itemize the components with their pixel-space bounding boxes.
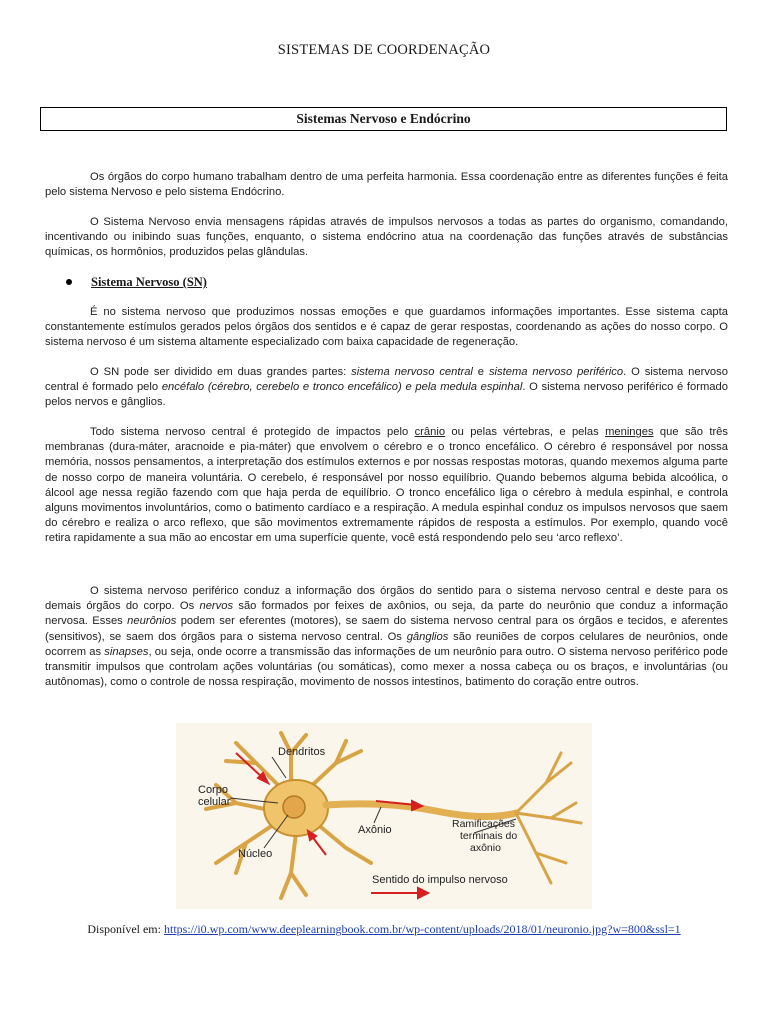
paragraph-intro <box>45 170 728 200</box>
label-celular: celular <box>198 796 231 808</box>
section-heading: Sistemas Nervoso e Endócrino <box>40 107 727 131</box>
neuron-figure <box>176 723 592 909</box>
neuron-illustration <box>176 723 592 909</box>
paragraph-6: O sistema nervoso periférico conduz a informação dos órgãos do sentido para o sistema nervoso central e deste para os demais órgãos do corpo. Os nervos são formados por feixes de axônios, ou seja, da parte do neurônio que conduz a informação nervosa. Esses neurônios podem ser eferentes (motores), se saem do sistema nervoso central para os órgãos e tecidos, e aferentes (sensitivos), se saem dos órgãos para o sistema nervoso central. Os gânglios são reuniões de corpos celulares de neurônios, onde ocorrem as sinapses, ou seja, onde ocorre a transmissão das informações de um neurônio para outro. O sistema nervoso periférico pode transmitir impulsos que controlam ações voluntárias (ou somáticas), como mexer a nossa cabeça ou os braços, e involuntárias (ou autônomas), como o controle de nossa respiração, movimento de nossos intestinos, batimento do coração entre outros. <box>45 585 729 689</box>
label-sentido: Sentido do impulso nervoso <box>372 874 508 886</box>
figure-caption <box>0 922 768 937</box>
source-link[interactable]: https://i0.wp.com/www.deeplearningbook.com.br/wp-content/uploads/2018/01/neuronio.jpg?w=800&ssl=1 <box>163 922 681 936</box>
paragraph-2: O Sistema Nervoso envia mensagens rápidas através de impulsos nervosos a todas as partes do organismo, comandando, incentivando ou inibindo suas funções, enquanto, o sistema endócrino atua na coordenação das funções através de substâncias químicas, os hormônios, produzidos pelas glândulas. <box>45 216 728 259</box>
bullet-label: Sistema Nervoso (SN) <box>91 275 207 289</box>
paragraph-snp <box>45 584 728 690</box>
paragraph-1: Os órgãos do corpo humano trabalham dentro de uma perfeita harmonia. Essa coordenação entre as diferentes funções é feita pelo sistema Nervoso e pelo sistema Endócrino. <box>45 171 728 199</box>
paragraph-4: O SN pode ser dividido em duas grandes partes: sistema nervoso central e sistema nervoso periférico. O sistema nervoso central é formado pelo encéfalo (cérebro, cerebelo e tronco encefálico) e pela medula espinhal. O sistema nervoso periférico é formado pelos nervos e gânglios. <box>45 366 728 409</box>
nucleus-shape <box>283 796 305 818</box>
bullet-dot-icon <box>66 279 72 285</box>
label-axonio-terminal: axônio <box>470 842 501 854</box>
paragraph-3: É no sistema nervoso que produzimos nossas emoções e que guardamos informações importantes. Esse sistema capta constantemente estímulos gerados pelos órgãos dos sentidos e é capaz de gerar respostas, coordenando as ações do nosso corpo. O sistema nervoso é um sistema altamente especializado com baixa capacidade de regeneração. <box>45 306 728 349</box>
label-ramificacoes: Ramificações <box>452 818 516 830</box>
paragraph-sn-division <box>45 365 728 411</box>
paragraph-sn-detail <box>45 305 728 351</box>
label-axonio: Axônio <box>358 824 392 836</box>
document-title: SISTEMAS DE COORDENAÇÃO <box>277 42 491 58</box>
label-terminais: terminais do <box>460 830 518 842</box>
label-dendritos: Dendritos <box>278 746 326 758</box>
label-nucleo: Núcleo <box>238 848 273 860</box>
bullet-sistema-nervoso <box>66 275 207 290</box>
paragraph-sn-overview <box>45 215 728 261</box>
caption-prefix: Disponível em: <box>87 922 164 936</box>
paragraph-snc <box>45 425 728 547</box>
label-corpo: Corpo <box>198 784 228 796</box>
paragraph-5: Todo sistema nervoso central é protegido de impactos pelo crânio ou pelas vértebras, e pelas meninges que são três membranas (dura-máter, aracnoide e pia-máter) que envolvem o cérebro e o tronco encefálico. O cérebro é responsável por nossa memória, nossos pensamentos, a interpretação dos estímulos externos e por nossas respostas motoras, quando mexemos alguma parte de nosso corpo de maneira voluntária. O cerebelo, é responsável por nosso equilíbrio. Quando bebemos alguma bebida alcoólica, o álcool age nessa região fazendo com que haja perda de equilíbrio. O tronco encefálico liga o cérebro à medula espinhal, e controla alguns movimentos involuntários, como o batimento cardíaco e a respiração. A medula espinhal conduz os impulsos nervosos que saem do cérebro e realiza o arco reflexo, que são movimentos extremamente rápidos de resposta a estímulos. Por exemplo, quando você retira rapidamente a sua mão ao encostar em uma superfície quente, você está respondendo pelo seu ‘arco reflexo’. <box>45 426 728 545</box>
